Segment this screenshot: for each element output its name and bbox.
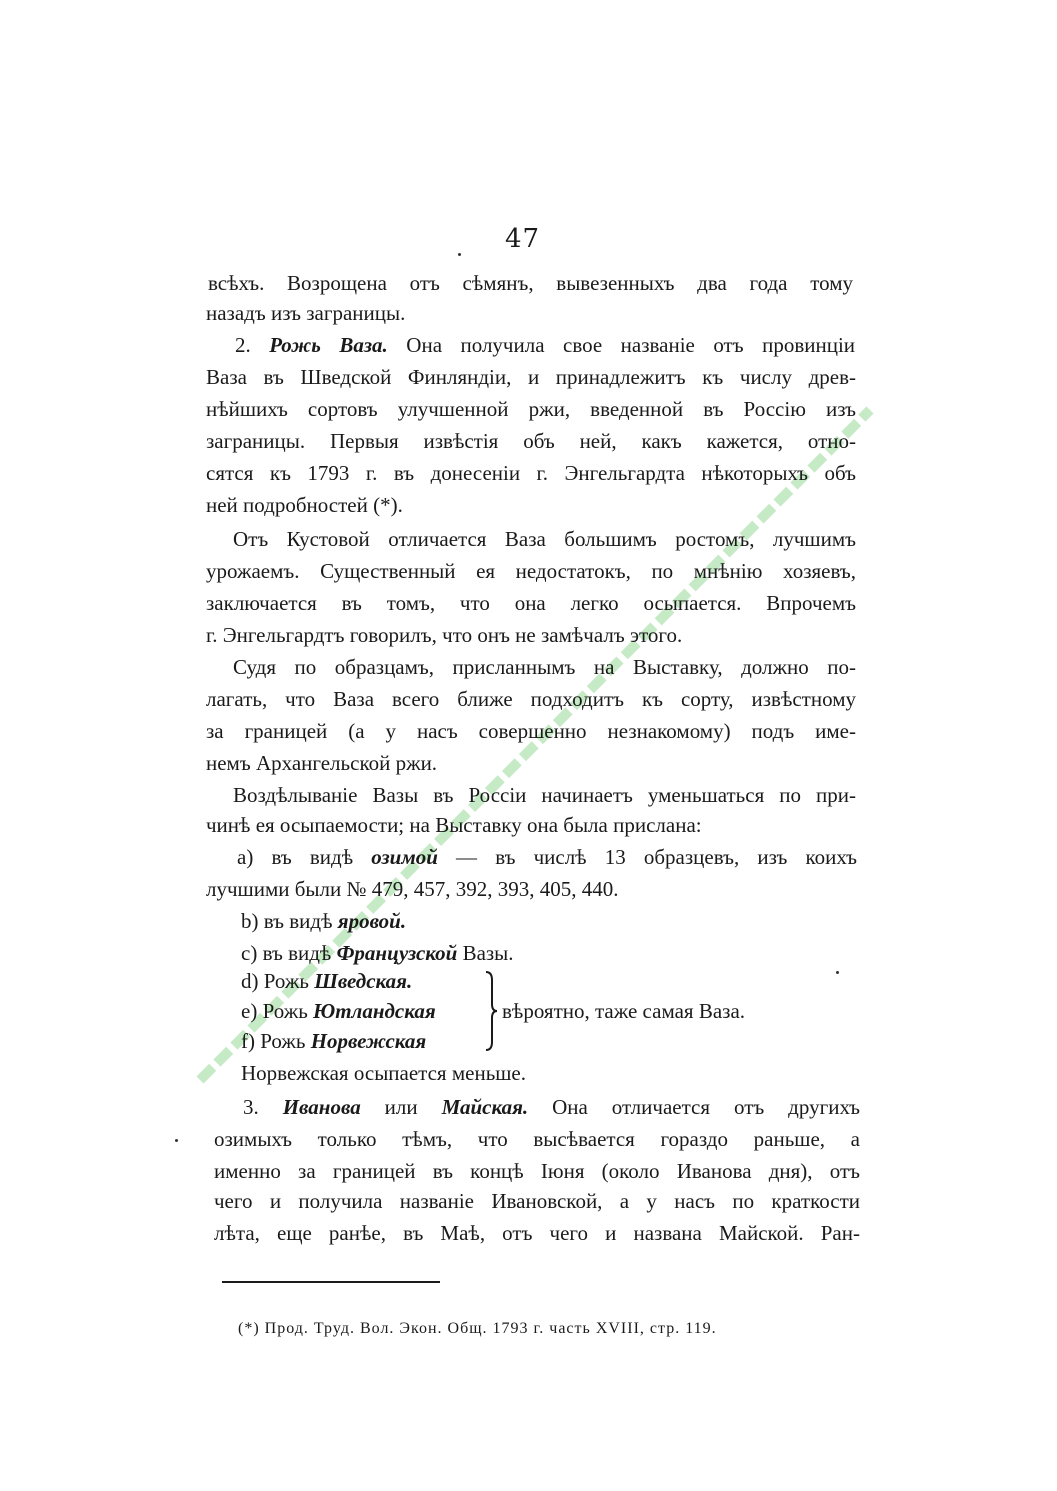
italic-term: яровой. — [337, 909, 407, 933]
text-line — [237, 842, 857, 872]
text-line: Ваза въ Шведской Финляндіи, и принадлежитъ къ числу древ- — [206, 365, 856, 389]
italic-term: Французской — [336, 941, 458, 965]
speck — [175, 1139, 178, 1142]
text-line — [241, 938, 514, 968]
text-line: немъ Архангельской ржи. — [206, 751, 438, 775]
text-line: назадъ изъ заграницы. — [206, 301, 406, 325]
text-span: e) Рожь — [241, 999, 314, 1023]
text-line: г. Энгельгардтъ говорилъ, что онъ не замѣчалъ этого. — [206, 623, 683, 647]
text-line: чего и получила названіе Ивановской, а у насъ по краткости — [214, 1189, 860, 1213]
text-line: лѣта, еще ранѣе, въ Маѣ, отъ чего и названа Майской. Ран- — [214, 1221, 860, 1245]
italic-term: Ютландская — [313, 999, 436, 1023]
text-line: за границей (а у насъ совершенно незнакомому) подъ име- — [206, 719, 856, 743]
text-line: лагать, что Ваза всего ближе подходитъ къ сорту, извѣстному — [206, 687, 856, 711]
text-span: Она получила свое названіе отъ провинціи — [387, 333, 856, 357]
text-span: 2. — [235, 333, 270, 357]
text-line: лучшими были № 479, 457, 392, 393, 405, 440. — [206, 877, 619, 901]
speck — [836, 971, 839, 974]
brace-note: вѣроятно, таже самая Ваза. — [502, 999, 746, 1023]
text-span: a) въ видѣ — [237, 845, 372, 869]
heading-rye-vaza: Рожь Ваза. — [269, 333, 388, 357]
text-line: нѣйшихъ сортовъ улучшенной ржи, введенной въ Россію изъ — [206, 397, 856, 421]
text-line: заключается въ томъ, что она легко осыпается. Впрочемъ — [206, 591, 856, 615]
text-line — [241, 966, 412, 996]
text-span: f) Рожь — [241, 1029, 311, 1053]
text-line — [241, 1026, 426, 1056]
text-line: ней подробностей (*). — [206, 493, 403, 517]
curly-brace — [484, 970, 498, 1052]
text-line — [235, 330, 855, 360]
heading-ivanova: Иванова — [282, 1095, 361, 1119]
text-line — [241, 996, 436, 1026]
text-line: Норвежская осыпается меньше. — [241, 1061, 527, 1085]
text-span: b) въ видѣ — [241, 909, 338, 933]
italic-term: Шведская. — [314, 969, 413, 993]
speck — [458, 253, 461, 256]
page-number: 47 — [505, 224, 541, 254]
text-span: d) Рожь — [241, 969, 315, 993]
text-line — [243, 1092, 860, 1122]
footnote: (*) Прод. Труд. Вол. Экон. Общ. 1793 г. часть XVIII, стр. 119. — [238, 1320, 717, 1337]
text-line: всѣхъ. Возрощена отъ сѣмянъ, вывезенныхъ два года тому — [208, 271, 853, 295]
italic-term: озимой — [371, 845, 438, 869]
text-span: 3. — [243, 1095, 283, 1119]
text-line: сятся къ 1793 г. въ донесеніи г. Энгельгардта нѣкоторыхъ объ — [206, 461, 856, 485]
text-line: Отъ Кустовой отличается Ваза большимъ ростомъ, лучшимъ — [233, 527, 856, 551]
text-line: именно за границей въ концѣ Іюня (около Иванова дня), отъ — [214, 1159, 860, 1183]
heading-maiskaya: Майская. — [441, 1095, 529, 1119]
text-line: Воздѣлываніе Вазы въ Россіи начинаетъ уменьшаться по при- — [233, 783, 856, 807]
footnote-separator — [222, 1281, 440, 1283]
text-line: Судя по образцамъ, присланнымъ на Выставку, должно по- — [233, 655, 856, 679]
text-span: Вазы. — [457, 941, 514, 965]
text-span: Она отличается отъ другихъ — [528, 1095, 861, 1119]
text-line: озимыхъ только тѣмъ, что высѣвается гораздо раньше, а — [214, 1127, 860, 1151]
text-line — [241, 906, 406, 936]
text-line: заграницы. Первыя извѣстія объ ней, какъ кажется, отно- — [206, 429, 856, 453]
text-span: c) въ видѣ — [241, 941, 337, 965]
text-line: чинѣ ея осыпаемости; на Выставку она была прислана: — [206, 813, 702, 837]
text-line: урожаемъ. Существенный ея недостатокъ, по мнѣнію хозяевъ, — [206, 559, 856, 583]
text-span: — въ числѣ 13 образцевъ, изъ коихъ — [437, 845, 857, 869]
italic-term: Норвежская — [310, 1029, 427, 1053]
text-span: или — [360, 1095, 442, 1119]
